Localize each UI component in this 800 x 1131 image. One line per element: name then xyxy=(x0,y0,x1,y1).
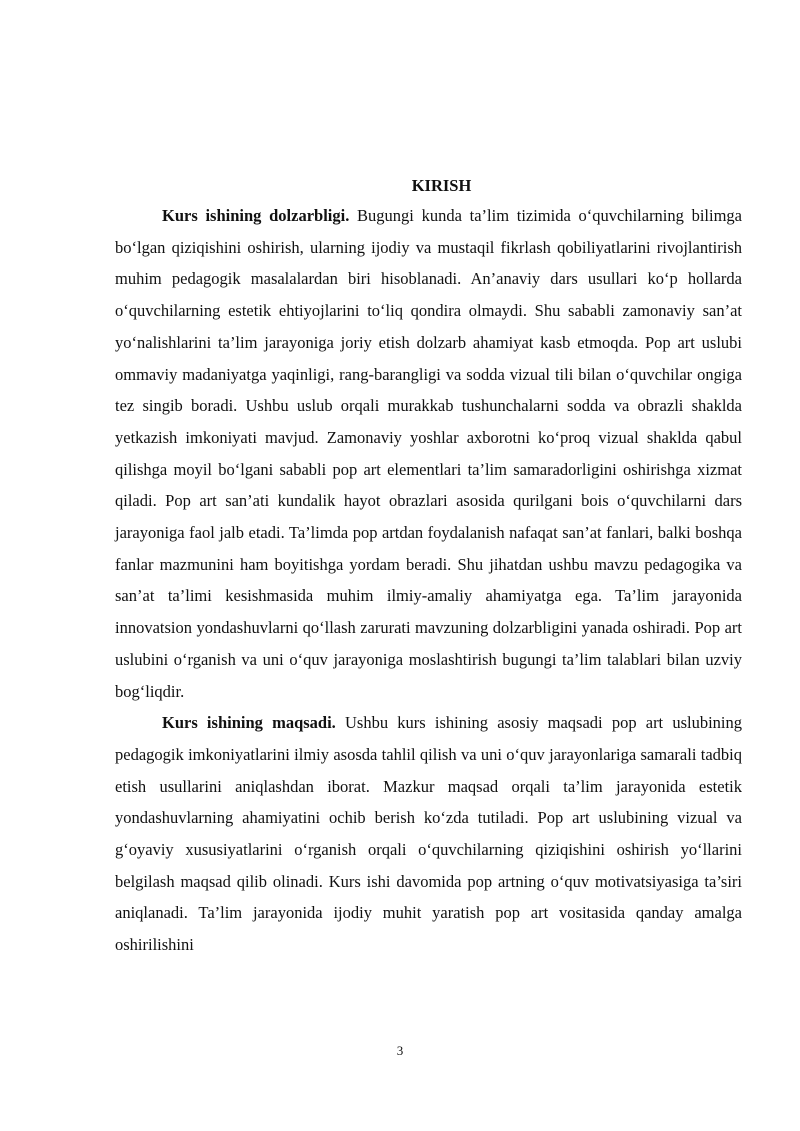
paragraph-lead: Kurs ishining dolzarbligi. xyxy=(162,206,350,225)
paragraph-text: Ushbu kurs ishining asosiy maqsadi pop art uslubining pedagogik imkoniyatlarini ilmiy asosda tahlil qilish va uni o‘quv jarayonlariga samarali tadbiq etish usullarini aniqlashdan iborat. Mazkur maqsad orqali ta’lim jarayonida estetik yondashuvlarning ahamiyatini ochib berish ko‘zda tutiladi. Pop art uslubining vizual va g‘oyaviy xususiyatlarini o‘rganish orqali o‘quvchilarning qiziqishini oshirish yo‘llarini belgilash maqsad qilib olinadi. Kurs ishi davomida pop artning o‘quv motivatsiyasiga ta’siri aniqlanadi. Ta’lim jarayonida ijodiy muhit yaratish pop art vositasida qanday amalga oshirilishini xyxy=(115,713,743,955)
page-body xyxy=(115,172,742,961)
paragraph-lead: Kurs ishining maqsadi. xyxy=(162,713,336,733)
paragraph-relevance xyxy=(115,200,742,707)
paragraph-text: Bugungi kunda ta’lim tizimida o‘quvchilarning bilimga bo‘lgan qiziqishini oshirish, ularning ijodiy va mustaqil fikrlash qobiliyatlarini rivojlantirish muhim pedagogik masalalardan biri hisoblanadi. An’anaviy dars usullari ko‘p hollarda o‘quvchilarning estetik ehtiyojlarini to‘liq qondira olmaydi. Shu sababli zamonaviy san’at yo‘nalishlarini ta’lim jarayoniga joriy etish dolzarb ahamiyat kasb etmoqda. Pop art uslubi ommaviy madaniyatga yaqinligi, rang-barangligi va sodda vizual tili bilan o‘quvchilar ongiga tez singib boradi. Ushbu uslub orqali murakkab tushunchalarni sodda va obrazli shaklda yetkazish imkoniyati mavjud. Zamonaviy yoshlar axborotni ko‘proq vizual shaklda qabul qilishga moyil bo‘lgani sababli pop art elementlari ta’lim samaradorligini oshirishga xizmat qiladi. Pop art san’ati kundalik hayot obrazlari asosida qurilgani bois o‘quvchilarni dars jarayoniga faol jalb etadi. Ta’limda pop artdan foydalanish nafaqat san’at fanlari, balki boshqa fanlar mazmunini ham boyitishga yordam beradi. Shu jihatdan ushbu mavzu pedagogika va san’at ta’limi kesishmasida muhim ilmiy-amaliy ahamiyatga ega. Ta’lim jarayonida innovatsion yondashuvlarni qo‘llash zarurati mavzuning dolzarbligini yanada oshiradi. Pop art uslubini o‘rganish va uni o‘quv jarayoniga moslashtirish bugungi ta’lim talablari bilan uzviy bog‘liqdir. xyxy=(115,206,743,701)
paragraph-goal xyxy=(115,707,742,961)
page-number: 3 xyxy=(396,1043,404,1058)
section-heading: KIRISH xyxy=(411,176,472,195)
